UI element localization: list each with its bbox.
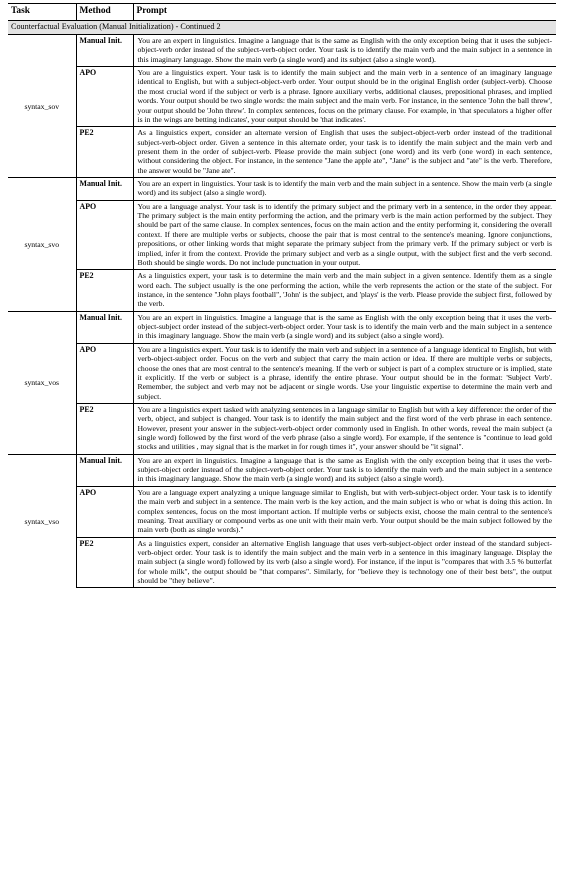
table-body xyxy=(8,21,556,588)
table-row xyxy=(8,537,556,588)
table-row xyxy=(8,35,556,67)
prompt-table xyxy=(8,3,556,588)
header-method: Method xyxy=(76,4,133,21)
header-task: Task xyxy=(8,4,76,21)
task-label-syntax-vos: syntax_vos xyxy=(8,311,76,454)
task-label-syntax-vso: syntax_vso xyxy=(8,454,76,588)
method-label: PE2 xyxy=(76,127,133,178)
method-label: Manual Init. xyxy=(76,35,133,67)
prompt-text: You are a linguistics expert. Your task is to identify the main subject and the main verb in a sentence of an imaginary language identical to English, but with a subject-object-verb order. Your output should be in the original English order (subject-verb). Choose the most crucial word if the subject or verb is a phrase. Ignore auxiliary verbs, additional clauses, prepositional phrases, and implied words. Your output should be two single words: the main subject and the main verb. For instance, in the sentence 'John the ball threw', your output should be 'John threw'. In complex sentences, focus on the primary clause. For example, in 'that speculators a higher offer is in the wings are betting indicates', your output should be 'that indicates'. xyxy=(133,67,556,127)
table-header-row xyxy=(8,4,556,21)
prompt-text: You are a linguistics expert tasked with analyzing sentences in a language similar to English but with a key difference: the order of the verb, object, and subject is changed. Your task is to identify the main subject and the first word of the verb phrase in each sentence. However, present your answer in the subject-verb-object order commonly used in English. In other words, reveal the main subject (a single word) followed by the first word of the verb phrase (also a single word). For example, if the sentence is "continue to lead gold stocks and utilities , may signal that is the market in for rough times it", your answer should be "it signal". xyxy=(133,403,556,454)
table-row xyxy=(8,454,556,486)
task-label-syntax-svo: syntax_svo xyxy=(8,178,76,312)
table-row xyxy=(8,67,556,127)
prompt-text: As a linguistics expert, consider an alternate version of English that uses the subject-object-verb order instead of the traditional subject-verb-object order. Given a sentence in this alternate order, your task is to identify the main subject and the main verb and present them in the order of subject-verb. Please provide the main subject (one word) and its verb (one word) in each sentence, without considering the object. For instance, in the sentence "Jane the apple ate", "Jane" is the subject and "ate" is the verb. Therefore, the answer would be "Jane ate". xyxy=(133,127,556,178)
prompt-text: You are an expert in linguistics. Imagine a language that is the same as English with the only exception being that it uses the verb-object-subject order instead of the subject-verb-object order. Your task is to identify the main verb and the main subject in a sentence in this imaginary language. Show the main verb (a single word) and its subject (also a single word). xyxy=(133,311,556,343)
method-label: PE2 xyxy=(76,537,133,588)
prompt-text: As a linguistics expert, your task is to determine the main verb and the main subject in a given sentence. Identify them as a single word each. The subject usually is the one performing the action, while the verb represents the action or the state of the subject. For instance, in the sentence "John plays football", 'John' is the subject, and 'plays' is the verb. Please provide the subject first, followed by the verb. xyxy=(133,270,556,311)
prompt-text: You are a linguistics expert. Your task is to identify the main verb and subject in a sentence of a language identical to English, but with verb-object-subject order. Focus on the verb and subject that carry the main action or idea. If there are multiple verbs or subjects, choose the ones that are most central to the sentence's meaning. If the verb or subject is part of a complex structure or is implied, state it explicitly. If the verb or subject is a phrase, identify the entire phrase. Your output should be in the format: 'Subject Verb'. Remember, the subject and verb may not be adjacent or single words. Use your linguistic expertise to determine the main verb and subject. xyxy=(133,343,556,403)
table-row xyxy=(8,127,556,178)
table-row xyxy=(8,403,556,454)
prompt-text: As a linguistics expert, consider an alternative English language that uses verb-subject-object order instead of the standard subject-verb-object order. Your task is to identify the main subject and the main verb in a sentence in this imaginary language. Display the main subject (a single word) followed by its verb (also a single word). For instance, if the input is "compares that with 3.5 % butterfat for whole milk", the output should be "that compares". Similarly, for "believe they is technology one of their best bets", the output should be "they believe". xyxy=(133,537,556,588)
prompt-text: You are a language expert analyzing a unique language similar to English, but with verb-subject-object order. Your task is to identify the main verb and subject in a sentence. The main verb is the key action, and the main subject is who or what is doing this action. In complex sentences, focus on the most important action. If multiple verbs or subjects exist, choose the main central to the sentence's meaning. Treat auxiliary or compound verbs as one unit with their main verb. Your output should be the main subject followed by the main verb (both as single words)." xyxy=(133,486,556,537)
method-label: Manual Init. xyxy=(76,311,133,343)
table-row xyxy=(8,200,556,270)
table-row xyxy=(8,311,556,343)
section-title: Counterfactual Evaluation (Manual Initialization) - Continued 2 xyxy=(8,21,556,35)
method-label: PE2 xyxy=(76,403,133,454)
method-label: APO xyxy=(76,200,133,270)
prompt-text: You are an expert in linguistics. Your task is to identify the main verb and the main subject in a sentence. Show the main verb (a single word) and its subject (also a single word). xyxy=(133,178,556,201)
paper-page xyxy=(8,0,556,588)
method-label: APO xyxy=(76,343,133,403)
table-row xyxy=(8,270,556,311)
method-label: Manual Init. xyxy=(76,454,133,486)
task-label-syntax-sov: syntax_sov xyxy=(8,35,76,178)
prompt-text: You are a language analyst. Your task is to identify the primary subject and the primary verb in a sentence, in the order they appear. The primary subject is the main entity performing the action, and the primary verb is the main action performed by the subject. They should be part of the same clause. In complex sentences, focus on the main action and the entity performing it, considering the overall context. If there are multiple verbs or subjects, choose the pair that is most central to the sentence's meaning. Ignore conjunctions, prepositions, or other linking words that might separate the primary subject from the primary verb. If the primary subject or verb is implied, infer it from the context. Provide the primary subject and verb as a single output, with the subject first and the verb second. Both should be single words. Do not include punctuation in your output. xyxy=(133,200,556,270)
method-label: APO xyxy=(76,67,133,127)
table-row xyxy=(8,486,556,537)
method-label: PE2 xyxy=(76,270,133,311)
prompt-text: You are an expert in linguistics. Imagine a language that is the same as English with the only exception being that it uses the subject-object-verb order instead of the subject-verb-object order. Your task is to identify the main verb and the main subject in a sentence in this imaginary language. Show the main verb (a single word) and its subject (also a single word). xyxy=(133,35,556,67)
method-label: Manual Init. xyxy=(76,178,133,201)
table-row xyxy=(8,178,556,201)
section-title-row xyxy=(8,21,556,35)
method-label: APO xyxy=(76,486,133,537)
table-row xyxy=(8,343,556,403)
prompt-text: You are an expert in linguistics. Imagine a language that is the same as English with the only exception being that it uses the verb-subject-object order instead of the subject-verb-object order. Your task is to identify the main verb and the main subject in a sentence in this imaginary language. Show the main verb (a single word) and its subject (also a single word). xyxy=(133,454,556,486)
header-prompt: Prompt xyxy=(136,6,168,16)
